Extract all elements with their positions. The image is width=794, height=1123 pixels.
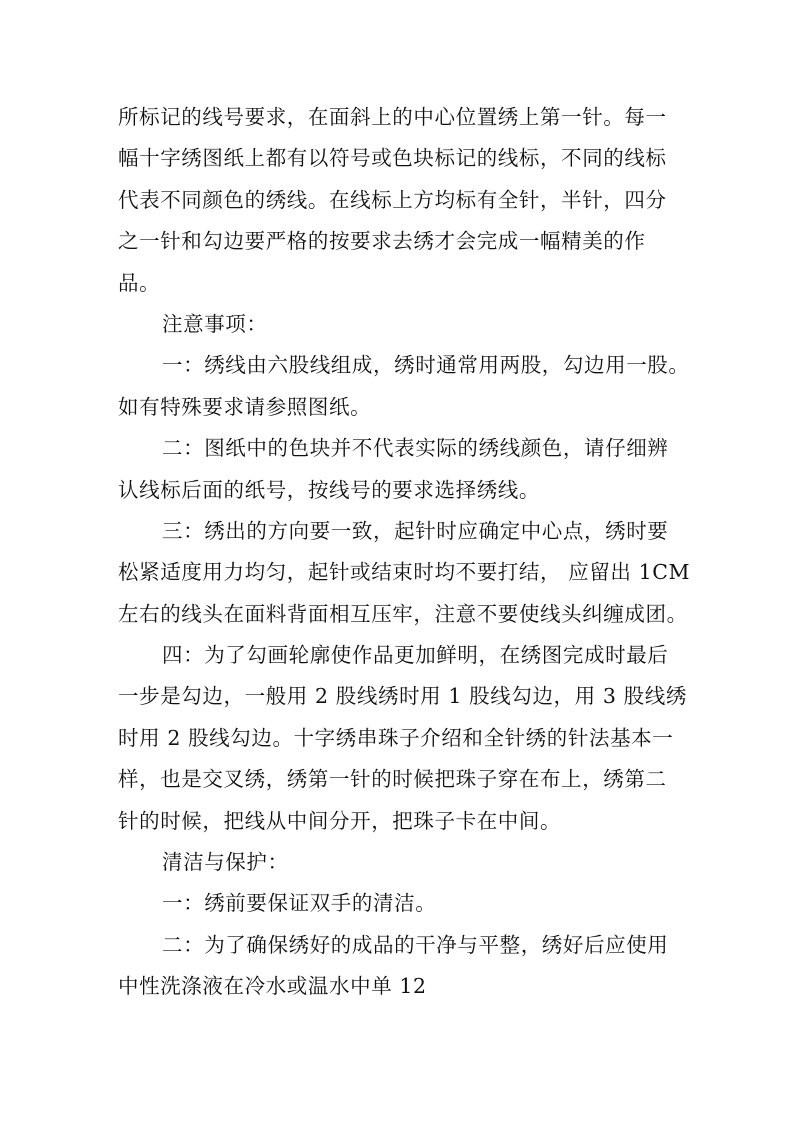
text-line: 时用 2 股线勾边。十字绣串珠子介绍和全针绣的针法基本一 — [118, 725, 674, 750]
text-line: 二：为了确保绣好的成品的干净与平整，绣好后应使用 — [162, 932, 669, 957]
text-line: 二：图纸中的色块并不代表实际的绣线颜色，请仔细辨 — [162, 436, 669, 461]
text-line: 中性洗涤液在冷水或温水中单 12 — [118, 974, 427, 999]
text-line: 一：绣线由六股线组成，绣时通常用两股，勾边用一股。 — [162, 353, 690, 378]
text-line: 一：绣前要保证双手的清洁。 — [162, 891, 437, 916]
text-line: 左右的线头在面料背面相互压牢，注意不要使线头纠缠成团。 — [118, 601, 688, 626]
text-line: 如有特殊要求请参照图纸。 — [118, 394, 372, 419]
text-line: 四：为了勾画轮廓使作品更加鲜明，在绣图完成时最后 — [162, 643, 669, 668]
text-line: 松紧适度用力均匀，起针或结束时均不要打结， 应留出 1CM — [118, 560, 691, 585]
text-line: 之一针和勾边要严格的按要求去绣才会完成一幅精美的作 — [118, 229, 646, 254]
text-line: 一步是勾边，一般用 2 股线绣时用 1 股线勾边，用 3 股线绣 — [118, 684, 687, 709]
section-heading: 注意事项： — [162, 311, 268, 336]
text-line: 品。 — [118, 270, 161, 295]
text-line: 针的时候，把线从中间分开，把珠子卡在中间。 — [118, 808, 562, 833]
text-line: 认线标后面的纸号，按线号的要求选择绣线。 — [118, 477, 540, 502]
body-text — [118, 97, 691, 1008]
section-heading: 清洁与保护： — [162, 850, 289, 875]
text-line: 代表不同颜色的绣线。在线标上方均标有全针，半针，四分 — [118, 187, 667, 212]
text-line: 样，也是交叉绣，绣第一针的时候把珠子穿在布上，绣第二 — [118, 767, 667, 792]
text-line: 三：绣出的方向要一致，起针时应确定中心点，绣时要 — [162, 518, 669, 543]
text-line: 幅十字绣图纸上都有以符号或色块标记的线标，不同的线标 — [118, 146, 667, 171]
text-line: 所标记的线号要求，在面斜上的中心位置绣上第一针。每一 — [118, 105, 667, 129]
